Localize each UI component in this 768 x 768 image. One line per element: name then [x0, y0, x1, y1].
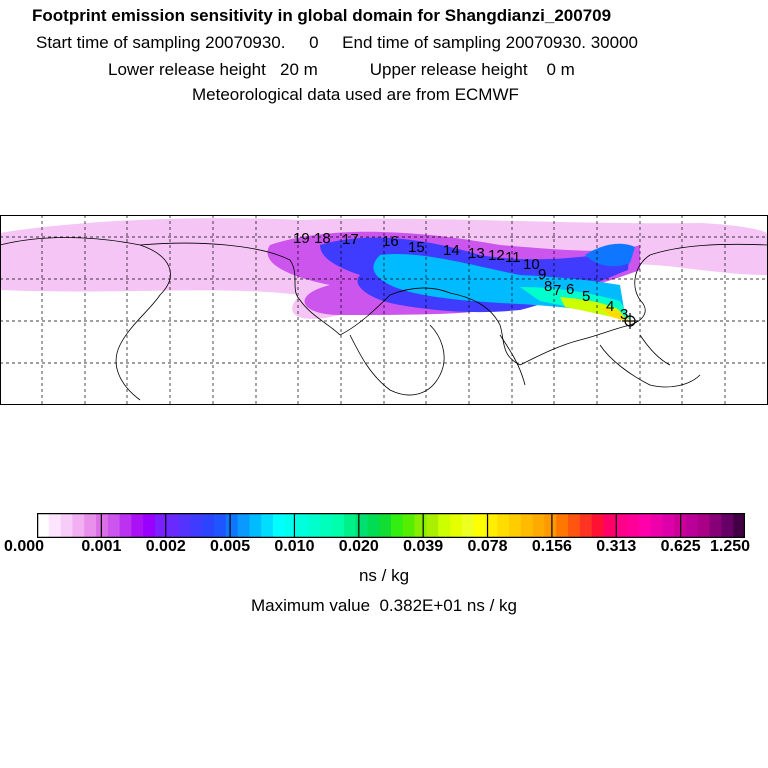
- colorbar-cell: [214, 513, 226, 538]
- trajectory-label: 15: [408, 239, 425, 256]
- colorbar-cell: [344, 513, 356, 538]
- met-data-line: Meteorological data used are from ECMWF: [192, 85, 519, 104]
- trajectory-label: 8: [544, 278, 553, 295]
- colorbar-cell: [450, 513, 462, 538]
- trajectory-label: 11: [505, 249, 521, 266]
- colorbar-cell: [261, 513, 273, 538]
- colorbar-cell: [96, 513, 108, 538]
- colorbar-cell: [721, 513, 733, 538]
- colorbar-cell: [120, 513, 132, 538]
- colorbar-cell: [37, 513, 49, 538]
- colorbar-cell: [403, 513, 415, 538]
- colorbar-unit: ns / kg: [358, 566, 410, 585]
- colorbar-cell: [603, 513, 615, 538]
- colorbar-tick-label: 0.156: [531, 538, 572, 555]
- colorbar-cell: [320, 513, 332, 538]
- trajectory-label: 18: [314, 230, 331, 247]
- trajectory-label: 17: [342, 231, 359, 248]
- sampling-time-line: Start time of sampling 20070930. 0 End time of sampling 20070930. 30000: [36, 33, 638, 52]
- trajectory-label: 12: [488, 247, 505, 264]
- trajectory-label: 7: [553, 282, 562, 299]
- colorbar-cell: [332, 513, 344, 538]
- colorbar-cell: [108, 513, 120, 538]
- colorbar-tick-label: 1.250: [709, 538, 751, 555]
- trajectory-label: 6: [566, 281, 575, 298]
- colorbar-cell: [474, 513, 486, 538]
- colorbar-tick-label: 0.039: [403, 538, 444, 555]
- colorbar-tick-label: 0.005: [210, 538, 251, 555]
- colorbar-cell: [651, 513, 663, 538]
- colorbar-cell: [356, 513, 368, 538]
- colorbar-tick-label: 0.020: [338, 538, 379, 555]
- colorbar-cell: [544, 513, 556, 538]
- colorbar-cell: [84, 513, 96, 538]
- trajectory-label: 5: [582, 288, 591, 305]
- colorbar-tick-label: 0.010: [274, 538, 315, 555]
- trajectory-label: 14: [443, 242, 460, 259]
- colorbar-cell: [61, 513, 73, 538]
- colorbar-tick-label: 0.000: [3, 538, 45, 555]
- colorbar-cell: [497, 513, 509, 538]
- colorbar-cell: [462, 513, 474, 538]
- trajectory-label: 16: [382, 233, 399, 250]
- colorbar-tick-label: 0.313: [596, 538, 637, 555]
- colorbar-cell: [710, 513, 722, 538]
- colorbar-cell: [179, 513, 191, 538]
- colorbar-cell: [568, 513, 580, 538]
- footprint-map: [0, 215, 768, 405]
- colorbar: [37, 513, 745, 538]
- colorbar-cell: [131, 513, 143, 538]
- colorbar-tick-label: 0.625: [660, 538, 701, 555]
- colorbar-cell: [592, 513, 604, 538]
- map-title: Footprint emission sensitivity in global domain for Shangdianzi_200709: [32, 6, 612, 25]
- colorbar-cell: [639, 513, 651, 538]
- colorbar-tick-label: 0.001: [81, 538, 122, 555]
- trajectory-label: 4: [606, 298, 615, 315]
- colorbar-cell: [686, 513, 698, 538]
- colorbar-cell: [72, 513, 84, 538]
- colorbar-cell: [509, 513, 521, 538]
- colorbar-cell: [238, 513, 250, 538]
- colorbar-cell: [285, 513, 297, 538]
- maximum-value: Maximum value 0.382E+01 ns / kg: [251, 596, 517, 615]
- colorbar-cell: [426, 513, 438, 538]
- colorbar-cell: [202, 513, 214, 538]
- colorbar-cell: [249, 513, 261, 538]
- colorbar-cell: [190, 513, 202, 538]
- colorbar-cell: [308, 513, 320, 538]
- colorbar-tick-label: 0.078: [467, 538, 508, 555]
- trajectory-label: 10: [523, 256, 540, 273]
- colorbar-cell: [415, 513, 427, 538]
- colorbar-cell: [733, 513, 745, 538]
- colorbar-cell: [167, 513, 179, 538]
- colorbar-cell: [698, 513, 710, 538]
- colorbar-cell: [143, 513, 155, 538]
- colorbar-cell: [580, 513, 592, 538]
- colorbar-cell: [379, 513, 391, 538]
- colorbar-cell: [615, 513, 627, 538]
- colorbar-cell: [533, 513, 545, 538]
- trajectory-label: 13: [468, 245, 485, 262]
- colorbar-cell: [662, 513, 674, 538]
- colorbar-cell: [49, 513, 61, 538]
- trajectory-label: 9: [538, 266, 547, 283]
- colorbar-cell: [273, 513, 285, 538]
- colorbar-cell: [556, 513, 568, 538]
- colorbar-tick-label: 0.002: [145, 538, 186, 555]
- colorbar-cell: [367, 513, 379, 538]
- colorbar-cell: [521, 513, 533, 538]
- release-height-line: Lower release height 20 m Upper release height 0 m: [108, 60, 575, 79]
- colorbar-cell: [391, 513, 403, 538]
- trajectory-label: 19: [293, 230, 310, 247]
- colorbar-cell: [226, 513, 238, 538]
- colorbar-cell: [627, 513, 639, 538]
- colorbar-cell: [438, 513, 450, 538]
- trajectory-label: 3: [620, 306, 629, 323]
- colorbar-cell: [297, 513, 309, 538]
